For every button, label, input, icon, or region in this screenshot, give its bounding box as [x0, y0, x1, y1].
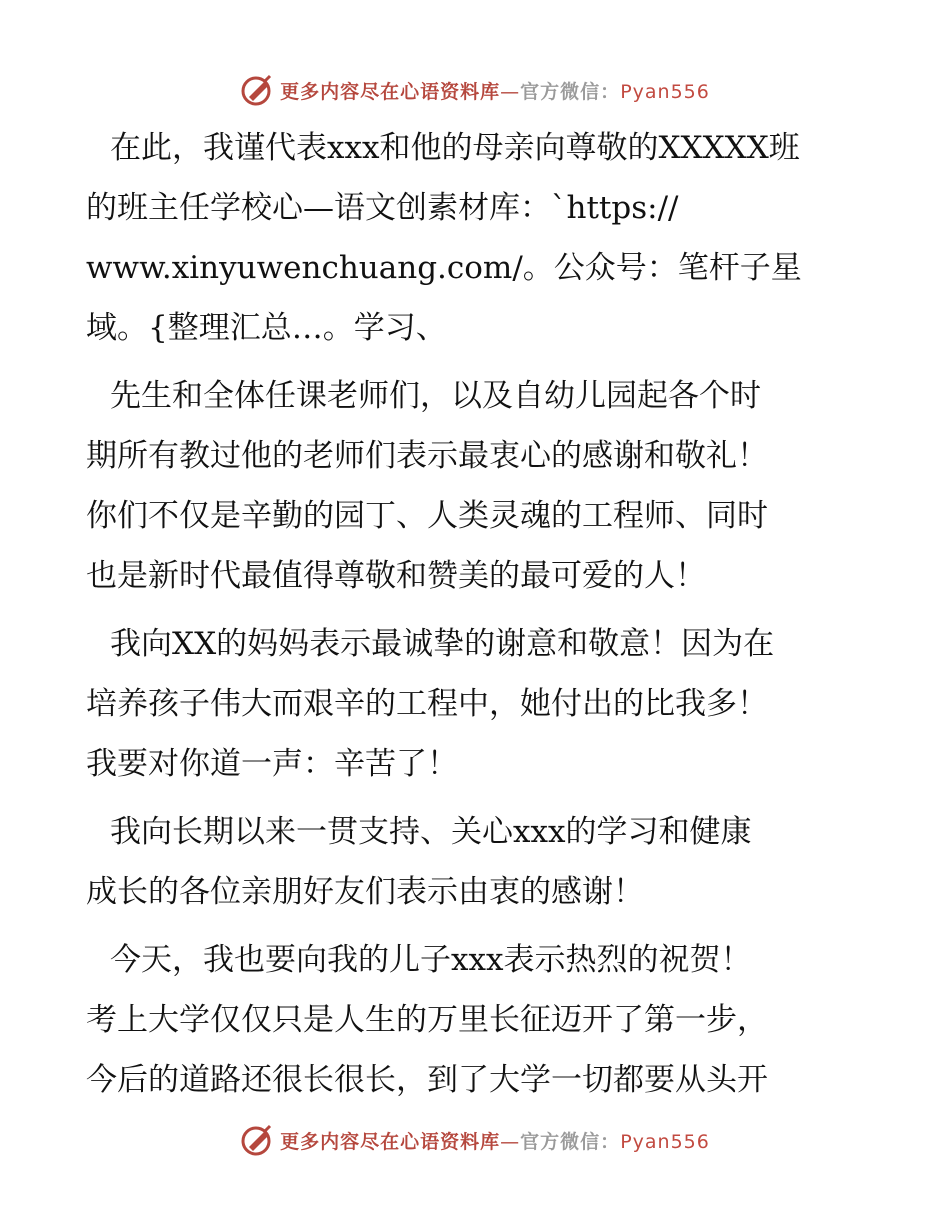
text-line: 也是新时代最值得尊敬和赞美的最可爱的人！: [86, 558, 706, 594]
text-line: 今后的道路还很长很长，到了大学一切都要从头开: [86, 1062, 768, 1098]
header-watermark: [0, 70, 950, 110]
watermark-wechat-id: Pyan556: [620, 80, 710, 103]
watermark-brand: 更多内容尽在心语资料库: [280, 80, 501, 103]
document-body: [86, 118, 868, 1118]
watermark-wechat-label: 官方微信：: [520, 1130, 621, 1153]
watermark-wechat-label: 官方微信：: [520, 80, 621, 103]
watermark-separator: —: [500, 80, 521, 103]
text-line: 我向XX的妈妈表示最诚挚的谢意和敬意！因为在: [110, 626, 775, 662]
paragraph-5: [86, 930, 868, 1110]
text-line: www.xinyuwenchuang.com/。公众号：笔杆子星: [86, 250, 802, 286]
text-line: 先生和全体任课老师们，以及自幼儿园起各个时: [110, 378, 761, 414]
text-line: 我要对你道一声：辛苦了！: [86, 746, 458, 782]
paragraph-4: [86, 802, 868, 922]
watermark-wechat-id: Pyan556: [620, 1130, 710, 1153]
paragraph-1: [86, 118, 868, 358]
paragraph-3: [86, 614, 868, 794]
pen-logo-icon: [240, 1123, 274, 1157]
footer-watermark: [0, 1120, 950, 1160]
text-line: 的班主任学校心—语文创素材库：`https://: [86, 190, 679, 226]
text-line: 你们不仅是辛勤的园丁、人类灵魂的工程师、同时: [86, 498, 768, 534]
text-line: 期所有教过他的老师们表示最衷心的感谢和敬礼！: [86, 438, 768, 474]
watermark-separator: —: [500, 1130, 521, 1153]
text-line: 我向长期以来一贯支持、关心xxx的学习和健康: [110, 814, 752, 850]
text-line: 考上大学仅仅只是人生的万里长征迈开了第一步，: [86, 1002, 768, 1038]
paragraph-2: [86, 366, 868, 606]
text-line: 培养孩子伟大而艰辛的工程中，她付出的比我多！: [86, 686, 768, 722]
watermark-brand: 更多内容尽在心语资料库: [280, 1130, 501, 1153]
pen-logo-icon: [240, 73, 274, 107]
watermark-text: [280, 1127, 710, 1154]
text-line: 今天，我也要向我的儿子xxx表示热烈的祝贺！: [110, 942, 752, 978]
text-line: 在此，我谨代表xxx和他的母亲向尊敬的XXXXX班: [110, 130, 800, 166]
text-line: 成长的各位亲朋好友们表示由衷的感谢！: [86, 874, 644, 910]
watermark-text: [280, 77, 710, 104]
text-line: 域。{整理汇总…。学习、: [86, 310, 447, 346]
